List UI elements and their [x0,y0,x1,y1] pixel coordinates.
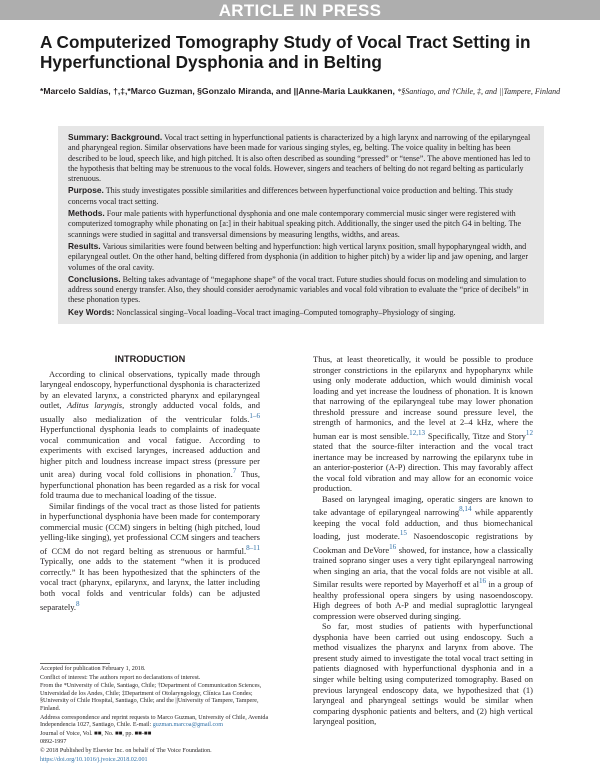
citation-link[interactable]: 16 [478,577,487,586]
conclusions-label: Conclusions. [68,273,121,284]
citation-link[interactable]: 15 [399,529,407,538]
background-text: Vocal tract setting in hyperfunctional patients is characterized by a high larynx and narrowing of the epilaryngeal and pharyngeal region. Similar observations have been made for various singing styles, eg, belting. The voice quality in belting has been described to be loud, speech like, and high pitched. It is also often described as sounding “pressed” or “tense”. The above mentioned has led to the hypothesis that belting may be strenuous to the vocal folds. However, singers and teachers of belting do not regard belting as particularly strenuous. [68,133,531,184]
text-run: Based on laryngeal imaging, operatic singers are known to take advantage of epilaryngeal narrowing [313,493,533,518]
text-run: , strongly adducted vocal folds, and usually also medialization of the ventricular folds. [40,400,260,424]
article-in-press-banner: ARTICLE IN PRESS [0,0,600,20]
citation-link[interactable]: 8,14 [459,505,472,514]
keywords-label: Key Words: [68,306,115,317]
citation-link[interactable]: 7 [232,467,237,476]
address-text: Address correspondence and reprint requests to Marco Guzman, University of Chile, Avenida Independencia 1027, Santiago, Chile. E-mail: [40,714,269,729]
doi-link[interactable]: https://doi.org/10.1016/j.jvoice.2018.02.001 [40,756,148,763]
abstract-keywords [68,307,534,318]
intro-paragraph-5 [313,621,533,726]
footnote-divider [40,663,110,664]
affiliations-footnote: From the *University of Chile, Santiago, Chile; †Department of Communication Sciences, Universidad de los Andes, Chile; ‡Department of Otolaryngology, Clínica Las Condes; §University of Chile Hospital, Santiago, Chile; and the ||University of Tampere, Tampere, Finland. [40,683,262,712]
text-run: Typically, one adds to the statement “when it is produced correctly.” It has been hypothesized that the sphincters of the vocal tract (pharynx, epilarynx, and larynx, the latter including both vocal folds and ventricular folds) can be adjusted separately. [40,556,260,612]
citation-link[interactable]: 1–6 [249,411,260,420]
conflict-statement: Conflict of interest: The authors report no declarations of interest. [40,674,201,681]
correspondence [40,715,272,730]
italic-term: Aditus laryngis [66,400,123,411]
citation-link[interactable]: 8 [76,599,80,608]
methods-label: Methods. [68,208,105,219]
copyright: © 2018 Published by Elsevier Inc. on behalf of The Voice Foundation. [40,747,212,754]
footnotes [40,666,272,765]
results-text: Various similarities were found between belting and hyperfunction: high vertical larynx position, small hypopharyngeal width, and epilaryngeal outlet. On the other hand, belting differed from dysphonia (in addition to higher pitch) by a wider lip and jaw opening, and larger volumes of the oral cavity. [68,241,529,272]
text-run: Specifically, Titze and Story [425,430,526,441]
summary-label: Summary: [68,132,109,142]
citation-link[interactable]: 12 [525,428,533,437]
email-link[interactable]: guzman.marcoa@gmail.com [152,722,223,729]
abstract-methods [68,208,534,240]
introduction-heading: INTRODUCTION [114,354,186,364]
citation-link[interactable]: 16 [389,542,397,551]
text-run: Hyperfunctional dysphonia leads to complaints of inadequate vocal communication and vocal fatigue. According to experiments with excised larynges, increased adduction and higher pitch and loudness increase impact stress (pressure per unit area) during vocal fold collisions in phonation. [40,424,260,480]
purpose-text: This study investigates possible similarities and differences between hyperfunctional voice production and belting. This study concerns vocal tract setting. [68,186,513,206]
text-run: while apparently keeping the vocal fold adduction, and thus biomechanical loading, just moderate. [313,507,533,542]
intro-paragraph-2 [40,501,260,612]
text-run: Thus, at least theoretically, it would be possible to produce stronger constrictions in the epilarynx and hypopharynx while using only moderate adduction, which would diminish vocal loading and yet increase the loudness of phonation. It is known that narrowing of the epilaryngeal tube may lower phonation threshold pressure and increase sound pressure level, the strength of harmonics, and the level at 2–4 kHz, where the human ear is most sensible. [313,354,533,441]
author-names: *Marcelo Saldías, †,‡,*Marco Guzman, §Gonzalo Miranda, and ||Anne-Maria Laukkanen, [40,86,395,96]
methods-text: Four male patients with hyperfunctional dysphonia and one male contemporary commercial music singer were registered with computerized tomography while phonating on [a:] in their habitual speaking pitch. Additionally, the singer used the pitch G4 in belting. The scannings were studied in sagittal and transversal dimensions by measuring lengths, widths, and areas. [68,209,522,239]
text-run: Thus, hyperfunctional phonation has been regarded as a risk for vocal fold trauma due to mechanical loading of the tissue. [40,469,260,501]
abstract-conclusions [68,274,534,306]
left-column [40,354,260,612]
abstract-box [58,126,544,324]
citation-link[interactable]: 12,13 [409,428,426,437]
results-label: Results. [68,240,101,251]
text-run: Nasoendoscopic registrations by Cookman and DeVore [313,531,533,555]
text-run: Similar findings of the vocal tract as those listed for patients in hyperfunctional dysphonia have been made for contemporary commercial music (CCM) singers in belting (high pitched, loud yelling-like singing), yet professional CCM singers and teachers of CCM do not regard belting as strenuous or harmful. [40,500,260,556]
citation-link[interactable]: 8–11 [246,543,260,552]
issn: 0892-1997 [40,739,67,746]
text-run: showed, for instance, how a classically trained soprano singer uses a very tight epilaryngeal narrowing when singing an aria, that the vocal folds are not visible at all. Similar results were reported by Mayerhoff et al [313,544,534,590]
author-affiliations: *§Santiago, and †Chile, ‡, and ||Tampere, Finland [397,87,561,96]
article-title: A Computerized Tomography Study of Vocal Tract Setting in Hyperfunctional Dysphonia and in Belting [40,32,531,72]
journal-info: Journal of Voice, Vol. ■■, No. ■■, pp. ■■-■■ [40,730,152,737]
background-label: Background. [111,132,163,142]
intro-paragraph-4 [313,494,533,621]
author-line [40,86,566,97]
right-column [313,354,533,727]
text-run: stated that the source-filter interaction and the vocal tract inertance may be increased by narrowing the epilarynx tube in an anterior-posterior (A-P) direction. This may favorably affect the vocal fold vibration and may allow for an economic voice production. [313,441,533,494]
abstract-purpose [68,185,534,207]
intro-paragraph-3 [313,354,533,494]
text-run: According to clinical observations, typically made through laryngeal endoscopy, hyperfunctional dysphonia is characterized by an elevated larynx, a constricted pharynx and epilaryngeal outlet, [40,368,260,411]
conclusions-text: Belting takes advantage of “megaphone shape” of the vocal tract. Future studies should focus on modeling and simulation to address sound energy transfer. Also, they should consider aerodynamic variables and vocal fold vibration to evaluate the “price of decibels” in these phonation types. [68,274,529,305]
intro-paragraph-1 [40,369,260,501]
abstract-results [68,241,534,273]
text-run: So far, most studies of patients with hyperfunctional dysphonia have been carried out using endoscopy. Such a method visualizes the pharynx and larynx from above. The present study aimed to investigate the total vocal tract setting in patients diagnosed with hyperfunctional dysphonia and in a singer while belting using computerized tomography. Based on previous laryngeal endoscopy data, we hypothesized that (1) laryngeal and pharyngeal settings would be similar when comparing dysphonic patients and belters, and (2) high vertical laryngeal position, [313,621,533,727]
purpose-label: Purpose. [68,185,104,196]
keywords-text: Nonclassical singing–Vocal loading–Vocal tract imaging–Computed tomography–Physiology of singing. [116,307,456,317]
text-run: in a group of healthy professional opera singers by using nasoendoscopy. High degrees of both A-P and medial supraglottic laryngeal compression were observed during singing. [313,579,534,621]
abstract-background [68,132,534,184]
accepted-date: Accepted for publication February 1, 2018. [40,666,146,672]
